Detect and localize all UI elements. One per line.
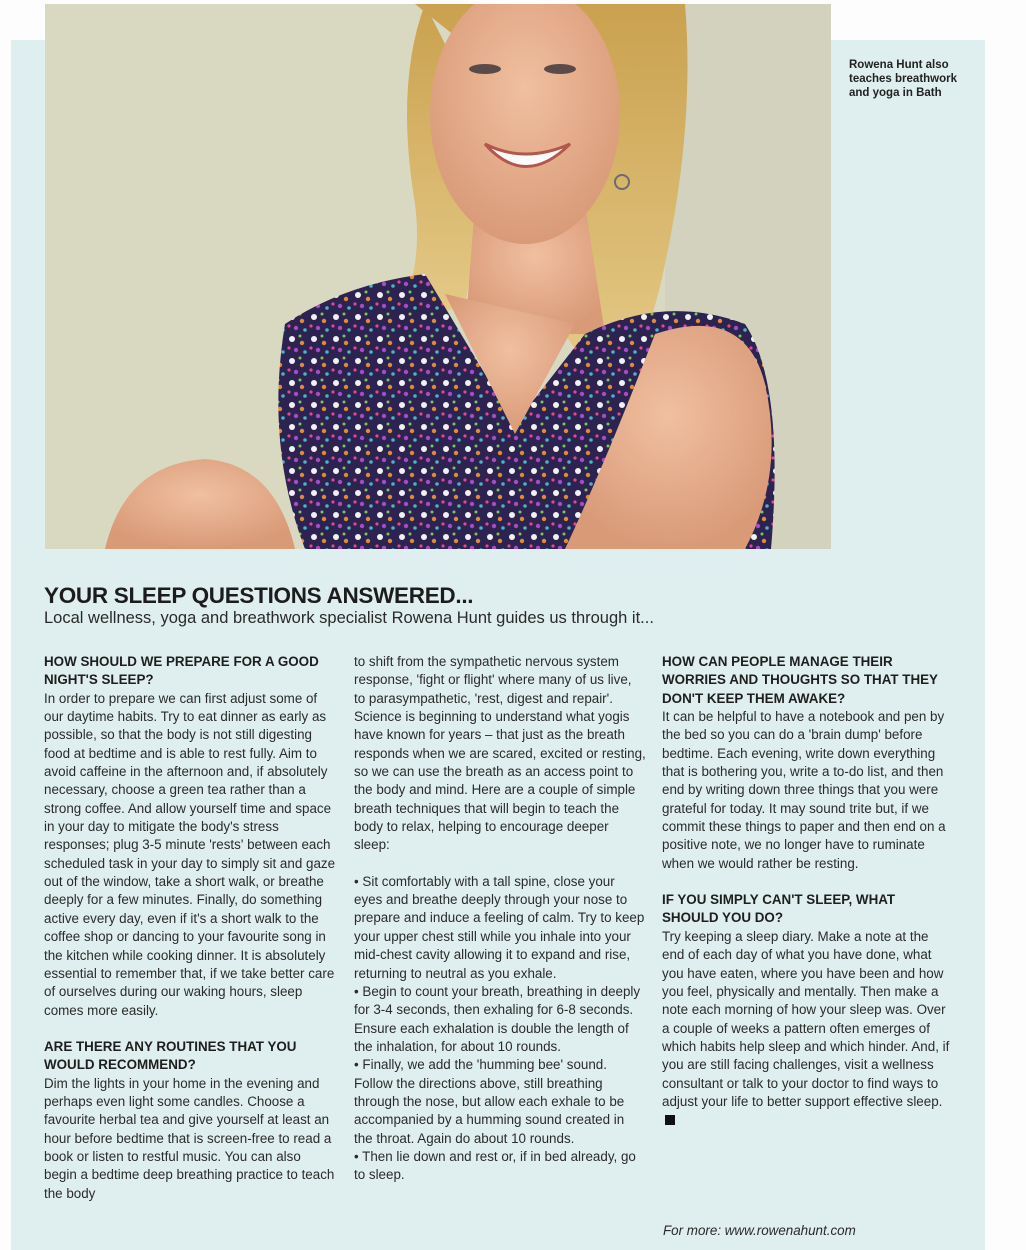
article-subtitle: Local wellness, yoga and breathwork specialist Rowena Hunt guides us through it...	[44, 609, 654, 627]
column-2	[354, 653, 646, 1185]
end-of-article-square-icon	[665, 1115, 675, 1125]
column-1	[44, 653, 336, 1203]
portrait-illustration	[45, 4, 831, 549]
article-title: YOUR SLEEP QUESTIONS ANSWERED...	[44, 583, 474, 608]
answer-block	[662, 928, 954, 1130]
question-heading: IF YOU SIMPLY CAN'T SLEEP, WHAT SHOULD YOU DO?	[662, 892, 896, 926]
website-link[interactable]: For more: www.rowenahunt.com	[663, 1223, 856, 1238]
bullet-item: • Then lie down and rest or, if in bed already, go to sleep.	[354, 1148, 636, 1183]
portrait-photo	[45, 4, 831, 549]
question-heading: HOW CAN PEOPLE MANAGE THEIR WORRIES AND THOUGHTS SO THAT THEY DON'T KEEP THEM AWAKE?	[662, 654, 938, 706]
answer-text: Dim the lights in your home in the evening and perhaps even light some candles. Choose a favourite herbal tea and give yourself at least an hour before bedtime that is screen-free to read a book or listen to restful music. You can also begin a bedtime deep breathing practice to teach the body	[44, 1075, 335, 1201]
bullet-item: • Finally, we add the 'humming bee' sound. Follow the directions above, still breathing through the nose, but allow each exhale to be accompanied by a humming sound created in the throat. Again do about 10 rounds.	[354, 1057, 625, 1146]
bullet-item: • Begin to count your breath, breathing in deeply for 3-4 seconds, then exhaling for 6-8 seconds. Ensure each exhalation is double the length of the inhalation, for about 10 rounds.	[354, 983, 641, 1054]
answer-continuation: to shift from the sympathetic nervous system response, 'fight or flight' where many of us live, to parasympathetic, 'rest, digest and repair'. Science is beginning to understand what yogis have known for years – that just as the breath responds when we are scared, excited or resting, so we can use the breath as an access point to the body and mind. Here are a couple of simple breath techniques that will begin to teach the body to relax, helping to encourage deeper sleep:	[354, 654, 646, 853]
question-heading: HOW SHOULD WE PREPARE FOR A GOOD NIGHT'S SLEEP?	[44, 654, 319, 688]
question-heading: ARE THERE ANY ROUTINES THAT YOU WOULD RECOMMEND?	[44, 1038, 297, 1073]
column-3	[662, 653, 954, 1130]
answer-text: Try keeping a sleep diary. Make a note at the end of each day of what you have done, what you have eaten, where you have been and how you feel, physically and mentally. Then make a note each morning of how your sleep was. Over a couple of weeks a pattern often emerges of which habits help sleep and which hinder. And, if you are still facing challenges, visit a wellness consultant or talk to your doctor to find ways to adjust your life to better support effective sleep.	[662, 928, 950, 1109]
bullet-item: • Sit comfortably with a tall spine, close your eyes and breathe deeply through your nose to prepare and induce a feeling of calm. Try to keep your upper chest still while you inhale into your mid-chest cavity allowing it to expand and rise, returning to neutral as you exhale.	[354, 873, 645, 981]
answer-text: In order to prepare we can first adjust some of our daytime habits. Try to eat dinner as early as possible, so that the body is not still digesting food at bedtime and is able to rest fully. Aim to avoid caffeine in the afternoon and, if absolutely necessary, choose a green tea rather than a strong coffee. And allow yourself time and space in your day to mitigate the body's stress responses; plug 3-5 minute 'rests' between each scheduled task in your day to simply sit and gaze out of the window, take a short walk, or breathe deeply for a few minutes. Finally, do something active every day, even if it's a short walk to the coffee shop or dancing to your favourite song in the kitchen while cooking dinner. It is absolutely essential to remember that, if we take better care of ourselves during our waking hours, sleep comes more easily.	[44, 690, 336, 1018]
photo-caption: Rowena Hunt also teaches breathwork and yoga in Bath	[849, 59, 958, 99]
answer-text: It can be helpful to have a notebook and pen by the bed so you can do a 'brain dump' before bedtime. Each evening, write down everything that is bothering you, write a to-do list, and then end by writing down three things that you were grateful for today. It may sound trite but, if we commit these things to paper and then end on a positive note, we no longer have to ruminate when we would rather be resting.	[662, 709, 946, 871]
